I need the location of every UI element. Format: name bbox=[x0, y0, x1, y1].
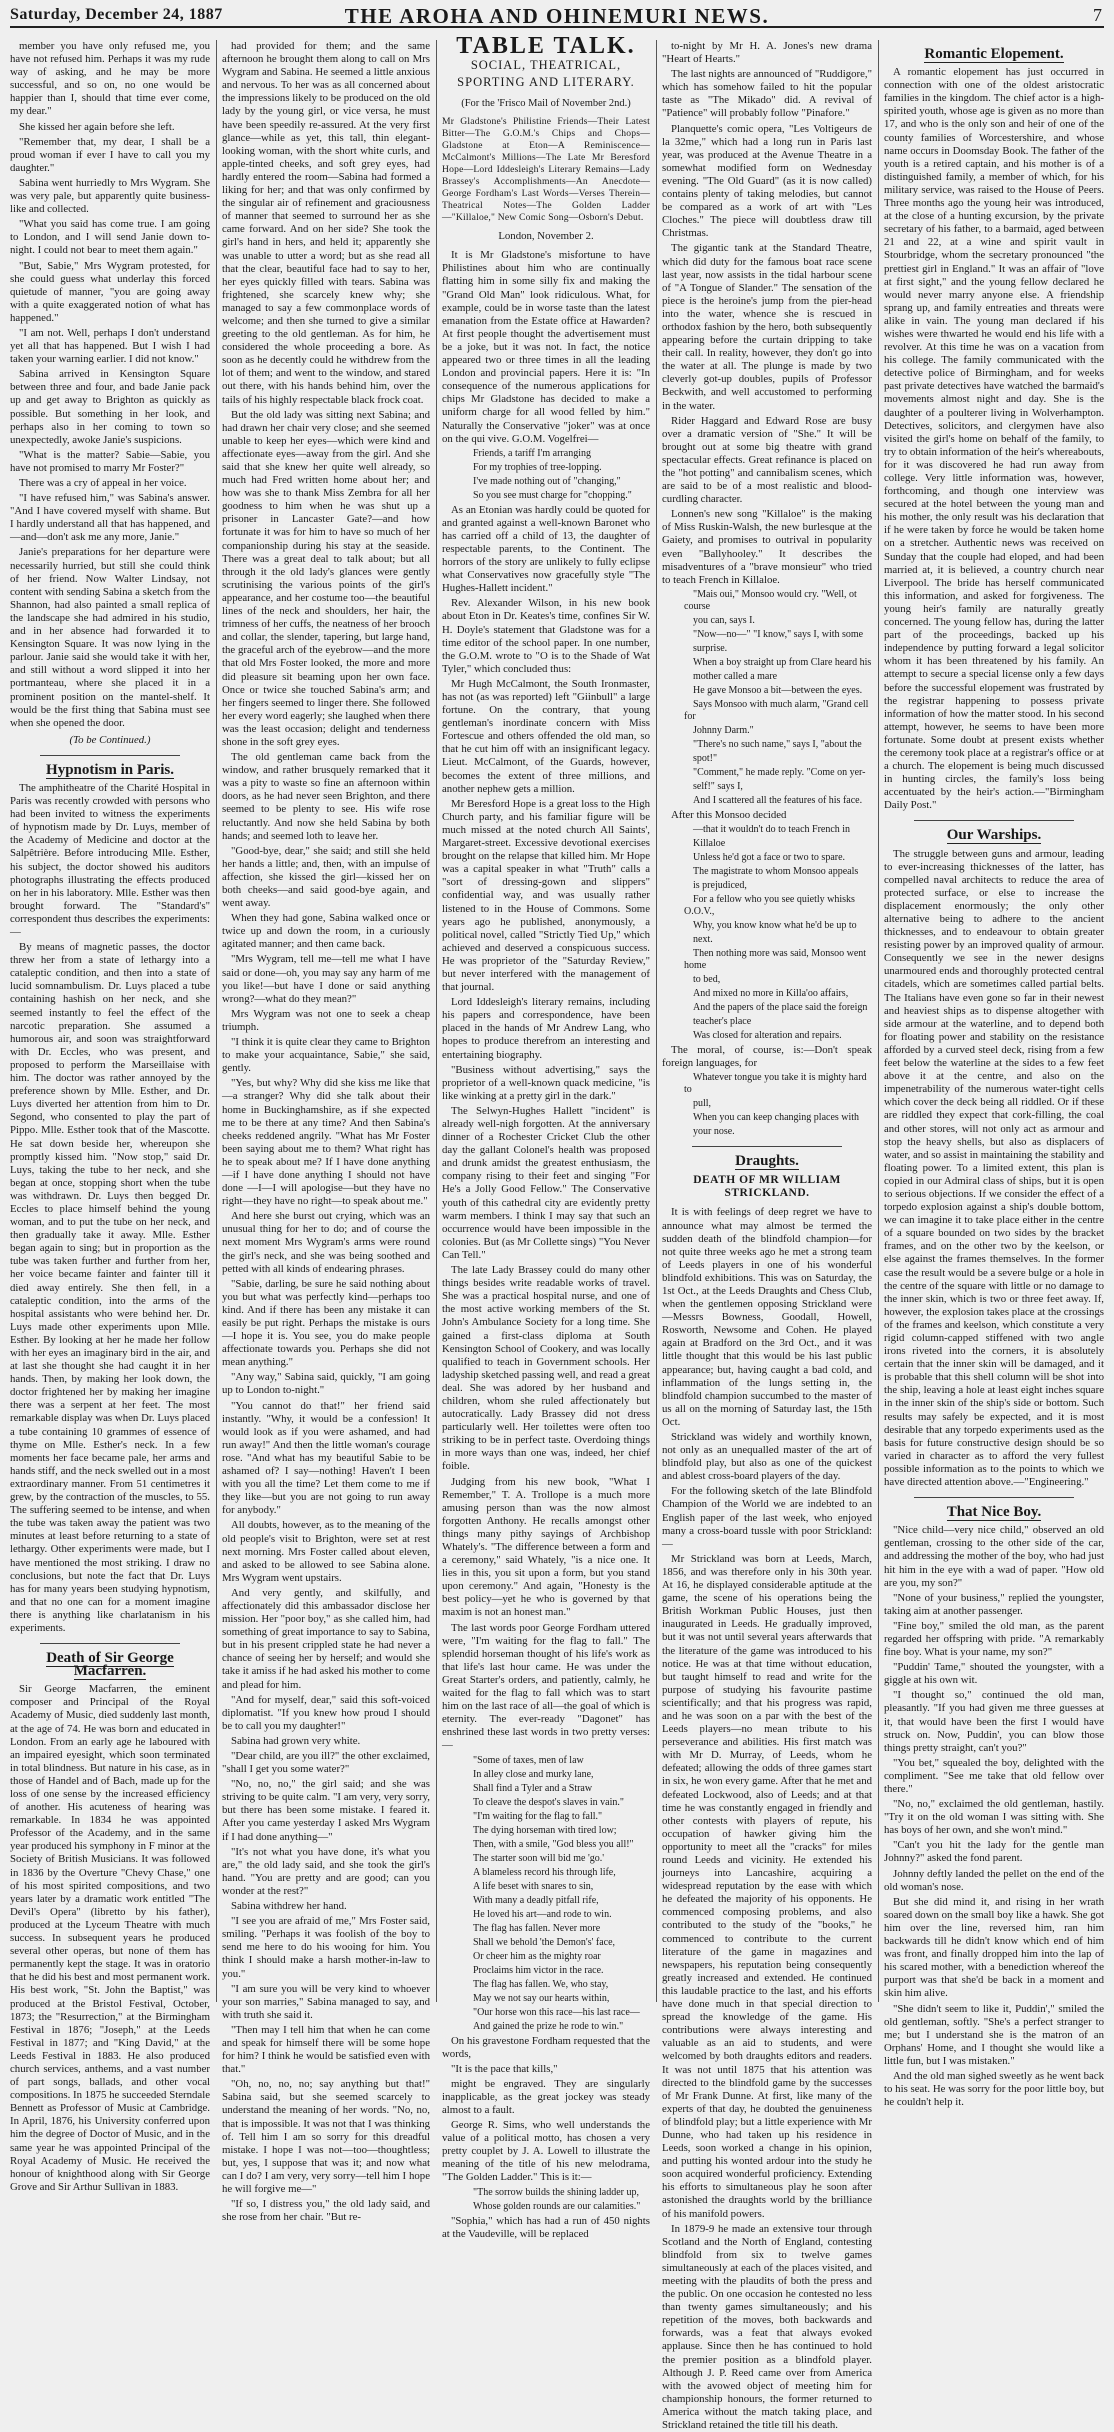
paragraph: "None of your business," replied the youngster, taking aim at another passenger. bbox=[884, 1591, 1104, 1617]
paragraph: "Any way," Sabina said, quickly, "I am going up to London to-night." bbox=[222, 1371, 430, 1397]
verse-line: "Now—no—" "I know," says I, with some bbox=[693, 628, 864, 640]
paragraph: Rev. Alexander Wilson, in his new book about Eton in Dr. Keates's time, confines Sir W. H. Doyle's statement that Gladstone was for a time editor of the school paper. In one number, the G.O.M. wrote to "O is to the Shade of Wat Tyler," which concluded thus: bbox=[442, 597, 650, 675]
verse-line: The flag has fallen. Never more bbox=[473, 1922, 601, 1934]
paragraph: And the old man sighed sweetly as he went back to his seat. He was sorry for the poor little boy, but he couldn't help it. bbox=[884, 2069, 1104, 2109]
article-subheading-strickland: DEATH OF MR WILLIAM STRICKLAND. bbox=[693, 1174, 841, 1200]
verse-line: your nose. bbox=[693, 1126, 735, 1138]
paragraph: "You cannot do that!" her friend said instantly. "Why, it would be a confession! It would look as if you were ashamed, and had run away!" And then the little woman's courage rose. "And what has my beautiful Sabie to be ashamed of? I say—nothing! Haven't I been with you all the time? Let them come to me if they like—but you are not going to run away for anybody." bbox=[222, 1399, 430, 1517]
paragraph: "Then may I tell him that when he can come and speak for himself there will be some hope for him? I think he would be satisfied even with that." bbox=[222, 2023, 430, 2076]
paragraph: "And for myself, dear," said this soft-voiced diplomatist. "If you knew how proud I should be to call you my daughter!" bbox=[222, 1693, 430, 1732]
verse-line: Was closed for alteration and repairs. bbox=[693, 1029, 842, 1041]
paragraph: Johnny deftly landed the pellet on the end of the old woman's nose. bbox=[884, 1867, 1104, 1893]
verse-line: The starter soon will bid me 'go.' bbox=[473, 1852, 605, 1864]
verse-chips bbox=[442, 448, 650, 502]
paragraph: All doubts, however, as to the meaning of the old people's visit to Brighton, were set at rest next morning. Mrs Foster called about eleven, and asked to be allowed to see Sabina alone. Mrs Wygram went upstairs. bbox=[222, 1519, 430, 1584]
table-talk-moral bbox=[662, 1044, 872, 1070]
paragraph: "What is the matter? Sabie—Sabie, you have not promised to marry Mr Foster?" bbox=[10, 448, 210, 474]
paragraph: After this Monsoo decided bbox=[671, 808, 787, 821]
paragraph: "But, Sabie," Mrs Wygram protested, for she could guess what underlay this forced quietude of manner, "you are going away with a quite exaggerated notion of what has happened." bbox=[10, 259, 210, 324]
paragraph: The last words poor George Fordham uttered were, "I'm waiting for the flag to fall." The splendid horseman thought of his life's work as that life's last hour came. He was under the Great Starter's orders, and patiently, calmly, he waited for the flag to fall which was to start him on the last race of all—the goal of which is eternity. The ever-ready "Dagonet" has enshrined these last words in two pretty verses:— bbox=[442, 1621, 650, 1752]
paragraph: Lord Iddesleigh's literary remains, including his papers and correspondence, have been placed in the hands of Mr Andrew Lang, who hopes to produce therefrom an interesting and entertaining biography. bbox=[442, 996, 650, 1061]
verse-line: "Comment," he made reply. "Come on yer- bbox=[693, 766, 866, 778]
paragraph: When they had gone, Sabina walked once or twice up and down the room, in a curiously agitated manner; and then came back. bbox=[222, 912, 430, 951]
paragraph: There was a cry of appeal in her voice. bbox=[19, 477, 187, 489]
paragraph: might be engraved. They are singularly inapplicable, as the great jockey was steady almost to a fault. bbox=[442, 2077, 650, 2116]
paragraph: But the old lady was sitting next Sabina; and had drawn her chair very close; and she seemed unable to keep her eyes—which were kind and affectionate eyes—away from the girl. And she said that she knew her quite well already, so much had Fred written home about her; and how was she to thank Miss Zembra for all her goodness to him when he was shut up a prisoner in Lancaster Gate?—and how fortunate it was for him to have so much of her companionship during his stay at the seaside. There was a great deal to talk about; but all through it the old lady's glances were gently scrutinising the various points of the girl's appearance, and her costume too—the beautiful lines of the neck and shoulders, her hair, the trimness of her cuffs, the neatness of her brooch and collar, the slender, tapering, but large hand, the graceful arch of the eyebrow—and the more that old Mrs Foster looked, the more and more did pleasure sit beaming upon her own face. Once or twice she touched Sabina's arm; and her fingers seemed to linger there. She followed her every word eagerly; she laughed when there was the least occasion; delight and tenderness shone in the soft grey eyes. bbox=[222, 408, 430, 748]
verse-line: For a fellow who you see quietly whisks O.O.V., bbox=[684, 893, 855, 917]
article-body-draughts bbox=[662, 1206, 872, 2432]
article-source: (For the 'Frisco Mail of November 2nd.) bbox=[461, 98, 631, 110]
verse-line: So you see must charge for "chopping." bbox=[473, 489, 632, 501]
verse-line: mother called a mare bbox=[693, 670, 778, 682]
paragraph: Janie's preparations for her departure were necessarily hurried, but still she could think of her friend. Now Walter Lindsay, not content with sending Sabina a sketch from the Shannon, had also painted a small replica of the landscape she had admired in his studio, and in her absence had forwarded it to Kensington Square. It was now lying in the parlour. Janie said she would take it with her, and still without a word slipped it into her portmanteau, where she placed it in a prominent position on the mantel-shelf. It would be the first thing that Sabina must see when she opened the door. bbox=[10, 546, 210, 729]
verse-line: to bed, bbox=[693, 973, 721, 985]
paragraph: "You bet," squealed the boy, delighted with the compliment. "See me take that old fellow over there." bbox=[884, 1756, 1104, 1795]
divider bbox=[914, 1497, 1074, 1498]
verse-line: you can, says I. bbox=[693, 614, 755, 626]
column-4 bbox=[662, 40, 872, 2432]
paragraph: "I have refused him," was Sabina's answer. "And I have covered myself with shame. But I hardly understand all that has happened, and—and—don't ask me any more, Janie." bbox=[10, 492, 210, 544]
verse-line: Whose golden rounds are our calamities." bbox=[473, 2200, 641, 2212]
paragraph: Planquette's comic opera, "Les Voltigeurs de la 32me," which had a long run in Paris last year, was produced at the Avenue Theatre in a somewhat modified form on Wednesday evening. "The Old Guard" (as it is now called) contains plenty of taking melodies, but cannot be compared as a work of art with "Les Cloches." The piece will doubtless draw till Christmas. bbox=[662, 122, 872, 240]
verse-killaloe-3 bbox=[662, 1072, 872, 1138]
verse-line: "Some of taxes, men of law bbox=[473, 1754, 584, 1766]
paragraph: Lonnen's new song "Killaloe" is the making of Miss Ruskin-Walsh, the new burlesque at the Gaiety, and promises to outrival in popularity even "Ballyhooley." It describes the misadventures of a "brave monsieur" who tried to teach French in Killaloe. bbox=[662, 508, 872, 586]
table-talk-body-c bbox=[442, 2035, 650, 2185]
verse-line: spot!" bbox=[693, 752, 718, 764]
verse-line: To cleave the despot's slaves in vain." bbox=[473, 1796, 624, 1808]
paragraph: The amphitheatre of the Charité Hospital in Paris was recently crowded with persons who had been invited to witness the experiments of hypnotism made by Dr. Luys, member of the Academy of Medicine and doctor at the Salpêtrière. Before introducing Mlle. Esther, his subject, the doctor showed his auditors photographs illustrating the effects produced on her in his laboratory. Mlle. Esther was then brought forward. The "Standard's" correspondent thus describes the experiments:— bbox=[10, 781, 210, 938]
paragraph: As an Etonian was hardly could be quoted for and granted against a well-known Baronet who has carried off a child of 13, the daughter of respectable parents, to the Continent. The horrors of the story are unlikely to fully eclipse what Conservatives now gracefully style "The Hughes-Hallett incident." bbox=[442, 503, 650, 595]
paragraph: Sabina withdrew her hand. bbox=[231, 1900, 347, 1913]
paragraph: It is with feelings of deep regret we have to announce what may almost be termed the sudden death of the blindfold champion—for not quite three weeks ago he met a strong team of Leeds players in one of his wonderful blindfold exhibitions. This was on Saturday, the 1st Oct., at the Leeds Draughts and Chess Club, when the gentlemen opposing Strickland were—Messrs Bowness, Goodall, Howell, Rosworth, Newsome and Cohen. He played again at Bradford on the 3rd Oct., and it was little thought that this would be his last public appearance; but, having caught a bad cold, and inflammation of the lungs setting in, the blindfold champion succumbed to the master of us all on the morning of Saturday last, the 15th Oct. bbox=[662, 1206, 872, 1428]
verse-line: The dying horseman with tired low; bbox=[473, 1824, 617, 1836]
paragraph: By means of magnetic passes, the doctor threw her from a state of lethargy into a cataleptic condition, and then into a state of lucid somnambulism. Dr. Luys placed a tube containing hashish on her neck, and she seemed instantly to feel the effect of the narcotic preparation. She assumed a humorous air, and soon was straightforward with Dr. Eccles, who was present, and proposed to perform the Marseillaise with him. The doctor was rather annoyed by the preference shown by Mlle. Esther, and Dr. Luys diverted her attention from him to Dr. Segond, who consented to play the part of Pippo. Mlle. Esther took that of the Mascotte. He sat down beside her, whereupon she promptly kissed him. "Now stop," said Dr. Luys, taking the tube to her neck, and she began at once, stopping short when the tube was withdrawn. Dr. Luys then begged Dr. Eccles to place himself behind the young woman, and to put the tube on her neck, and then gradually take it away. Mlle. Esther began again to sing; but in proportion as the tube was taken further and further from her, her voice became fainter and fainter till it died away entirely. She then fell, in a cataleptic condition, into the arms of the hospital assistants who were behind her. Dr. Luys made other experiments upon Mlle. Esther. By looking at her he made her follow with her eyes an imaginary bird in the air, and at last she thought she had caught it in her hands. Then, by making her look down, the doctor frightened her by making her imagine there was a serpent at her feet. The most remarkable display was when Dr. Luys placed a tube containing 10 grammes of essence of thyme on Mlle. Esther's neck. In a few moments her face became pale, her arms and hands stiff, and the neck swelled out in a most extraordinary manner. From 51 centimetres it grew, by the contraction of the muscles, to 55. The suffering seemed to be intense, and when the tube was taken away the patient was two minutes at least before returning to a state of lethargy. Other experiments were made, but I have mentioned the most striking. I draw no conclusions, but note the fact that Dr. Luys has for many years been studying hypnotism, and that no one can for a moment imagine there is anything like charlatanism in his experiments. bbox=[10, 941, 210, 1634]
paragraph: In 1879-9 he made an extensive tour through Scotland and the North of England, contesting blindfold from six to twelve games simultaneously at each of the places visited, and meeting with the plaudits of both the press and the public. On one occasion he contested no less than twenty games simultaneously; and his repetition of the moves, both backwards and forwards, was a feat that always evoked applause. Since then he has continued to hold the premier position as a blindfold player. Although J. P. Reed came over from America with the avowed object of meeting him for championship honours, the former returned to America without the match taking place, and Strickland retained the title till his death. bbox=[662, 2222, 872, 2432]
paragraph: A romantic elopement has just occurred in connection with one of the oldest aristocratic families in the kingdom. The chief actor is a high-spirited youth, whose age is given as no more than 17, and who is the only son and heir of one of the county families of Worcestershire, and whose name occurs in Doomsday Book. The father of the youth is a retired captain, and his mother is of a distinguished family, a member of which, for his military service, was raised to the House of Peers. Three months ago the young heir was introduced, at the close of a hunting excursion, by the private secretary of his father, to a barmaid, aged between 21 and 22, at a wine and spirit vault in Stourbridge, whom the secretary pronounced "the prettiest girl in England." It was an affair of "love at first sight," and the young fellow declared he would never marry anyone else. A friendship sprang up, and family entreaties and threats were alike in vain. The young man declared if his wishes were thwarted he would end his life with a revolver. At this time he was on a vacation from his college. The family communicated with the detective police of Birmingham, and for weeks past private detectives have watched the barmaid's movements almost night and day. She is the daughter of a poulterer living in Wolverhampton. Detectives, solicitors, and clergymen have also visited the girl's home on behalf of the family, to try to obtain information of the heir's whereabouts, for it was discovered he had run away from college. Very little information was, however, forthcoming, and though one interview was secured at the hotel between the young man and his mother, the only result was his declaration that if he were taken by force he would be taken home on a stretcher. Authentic news was received on Sunday that the couple had eloped, and had been married at, it is believed, a country church near Liverpool. The bride has herself communicated this information, and asked for forgiveness. The young heir's family are naturally greatly concerned. The young fellow has, during the latter part of the proceedings, backed up his independence by putting forward a legal solicitor whom it has been threatened by his family. An attempt to secure a special license only a few days before the successful elopement was frustrated by the registrar happening to possess private information of how the matter stood. In his second attempt, however, he seems to have been more fortunate. Some doubt at present exists whether the ceremony took place at a registrar's office or at a church. The elopement is being much discussed in hunting circles, the family's loss being accentuated by the heir's action.—"Birmingham Daily Post." bbox=[884, 66, 1104, 812]
paragraph: Mr Hugh McCalmont, the South Ironmaster, has not (as was reported) left "Giinbull" a large fortune. On the contrary, that young gentleman's inordinate concern with Miss Fortescue and others offended the old man, so that he cut him off with an insignificant legacy. Lieut. McCalmont, of the Guards, however, becomes the extent of three millions, and another nephew gets a million. bbox=[442, 677, 650, 795]
paragraph: had provided for them; and the same afternoon he brought them along to call on Mrs Wygram and Sabina. He seemed a little anxious and nervous. To her was as all concerned about the impressions likely to be produced on the old lady by the young girl, or vice versa, he must have been speedily re-assured. At the very first glance—while as yet, this tall, thin elegant-looking woman, with the short white curls, and apple-tinted cheeks, and soft grey eyes, had hardly entered the room—Sabina had formed a liking for her; and that was only confirmed by the singular air of refinement and graciousness of manner that seemed to surround her as she came forward. And on her side? She took the girl's hand in hers, and held it; apparently she was unable to utter a word; but as she read all that the clear, beautiful face had to say to her, her eyes quickly filled with tears. Sabina was frightened, she scarcely knew why; she managed to say a few commonplace words of welcome; and then she turned to give a similar greeting to the old gentleman. As for him, he considered the whole proceeding a bore. As soon as he decently could he withdrew from the lot of them; and went to the window, and stared out there, with his hands behind him, over the tails of his highly respectable black frock coat. bbox=[222, 40, 430, 406]
table-talk-body-d bbox=[442, 2215, 650, 2241]
verse-line: The flag has fallen. We, who stay, bbox=[473, 1978, 609, 1990]
paragraph: "It is the pace that kills," bbox=[451, 2062, 558, 2075]
paragraph: Rider Haggard and Edward Rose are busy over a dramatic version of "She." It will be brought out at some big theatre with grand spectacular effects. Great refinance is placed on the "hot potting" and cannibalism scenes, which are said to be of a most realistic and blood-curdling character. bbox=[662, 414, 872, 506]
verse-line: A blameless record his through life, bbox=[473, 1866, 616, 1878]
verse-line: And gained the prize he rode to win." bbox=[473, 2020, 624, 2032]
verse-line: surprise. bbox=[693, 642, 728, 654]
verse-fordham bbox=[442, 1755, 650, 2033]
paragraph: "I am not. Well, perhaps I don't understand yet all that has happened. But I wish I had taken your warning earlier. I did not know." bbox=[10, 326, 210, 366]
verse-line: The magistrate to whom Monsoo appeals bbox=[693, 865, 859, 877]
verse-line: teacher's place bbox=[693, 1015, 752, 1027]
verse-line: "Mais oui," Monsoo would cry. "Well, ot course bbox=[684, 588, 857, 612]
paragraph: member you have only refused me, you have not refused him. Perhaps it was my rude way of asking, and he may be more successful, and so on, no one would be happier than I, should that time ever come, my dear." bbox=[10, 40, 210, 118]
paragraph: George R. Sims, who well understands the value of a political motto, has chosen a very pretty couplet by J. A. Lowell to illustrate the meaning of the title of his new melodrama, "The Golden Ladder." This is it:— bbox=[442, 2119, 650, 2184]
to-be-continued: (To be Continued.) bbox=[69, 733, 151, 746]
verse-line: And the papers of the place said the foreign bbox=[693, 1001, 868, 1013]
serial-story-body bbox=[222, 40, 430, 2224]
table-talk-body-b bbox=[442, 504, 650, 1753]
verse-line: Shall find a Tyler and a Straw bbox=[473, 1782, 593, 1794]
verse-line: He gave Monsoo a bit—between the eyes. bbox=[693, 684, 863, 696]
paragraph: The old gentleman came back from the window, and rather brusquely remarked that it was a pity to waste so fine an afternoon within doors, as he had never seen Brighton, and there seemed to be plenty to see. His wife rose reluctantly. And now she held Sabina by both hands; and seemed loth to leave her. bbox=[222, 751, 430, 842]
paragraph: "Mrs Wygram, tell me—tell me what I have said or done—oh, you may say any harm of me you like!—but have I done or said anything wrong?—what do they mean?" bbox=[222, 953, 430, 1005]
divider bbox=[40, 1643, 180, 1644]
paragraph: "Can't you hit the lady for the gentle man Johnny?" asked the fond parent. bbox=[884, 1839, 1104, 1865]
verse-line: "There's no such name," says I, "about the bbox=[693, 738, 862, 750]
paragraph: "I see you are afraid of me," Mrs Foster said, smiling. "Perhaps it was foolish of the boy to send me here to do his wooing for him. You think I should make a harsh mother-in-law to you." bbox=[222, 1915, 430, 1980]
page-number: 7 bbox=[1093, 5, 1102, 25]
paragraph: "I thought so," continued the old man, pleasantly. "If you had given me three guesses at it, that would have been the first I would have struck on. Now, Puddin', you can blow those things pretty straight, can't you?" bbox=[884, 1689, 1104, 1754]
table-talk-continued bbox=[662, 40, 872, 587]
article-heading-hypnotism: Hypnotism in Paris. bbox=[46, 761, 174, 778]
paragraph: "She didn't seem to like it, Puddin'," smiled the old gentleman, softly. "She's a perfect stranger to me; but I understand she is the matron of an Orphans' Home, and I thought she would like a little fun, but I was mistaken." bbox=[884, 2002, 1104, 2067]
article-synopsis: Mr Gladstone's Philistine Friends—Their Latest Bitter—The G.O.M.'s Chips and Chops—Gladstone at Eton—A Reminiscence—McCalmont's Millions—The Late Mr Beresford Hope—Lord Iddesleigh's Literary Remains—Lady Brassey's Accomplishments—An Anecdote—George Fordham's Last Words—Verses Therein—Theatrical Notes—The Golden Ladder—"Killaloe," New Comic Song—Osborn's Debut. bbox=[442, 116, 650, 224]
dateline: London, November 2. bbox=[498, 230, 594, 243]
paragraph: She kissed her again before she left. bbox=[19, 120, 175, 133]
verse-line: Why, you know know what he'd be up to bbox=[693, 919, 857, 931]
article-heading-warships: Our Warships. bbox=[946, 827, 1042, 844]
paragraph: "Nice child—very nice child," observed an old gentleman, crossing to the other side of the car, and addressing the mother of the boy, who had just hit him in the eye with a wad of paper. "How old are you, my son?" bbox=[884, 1524, 1104, 1589]
verse-line: May we not say our hearts within, bbox=[473, 1992, 610, 2004]
paragraph: "What you said has come true. I am going to London, and I will send Janie down to-night. I could not bear to meet them again." bbox=[10, 218, 210, 257]
verse-line: Then nothing more was said, Monsoo went home bbox=[684, 947, 867, 971]
verse-line: Then, with a smile, "God bless you all!" bbox=[473, 1838, 634, 1850]
issue-date: Saturday, December 24, 1887 bbox=[10, 6, 223, 23]
column-1 bbox=[10, 40, 210, 2193]
paragraph: "Sophia," which has had a run of 450 nights at the Vaudeville, will be replaced bbox=[442, 2214, 650, 2240]
verse-golden-ladder bbox=[442, 2187, 650, 2213]
paragraph: For the following sketch of the late Blindfold Champion of the World we are indebted to an English paper of the last week, who enjoyed many a cross-board tussle with poor Strickland:— bbox=[662, 1485, 872, 1550]
verse-line: "Our horse won this race—his last race— bbox=[473, 2006, 640, 2018]
column-rule bbox=[656, 40, 657, 2002]
article-body-nice-boy bbox=[884, 1524, 1104, 2109]
paragraph: "I think it is quite clear they came to Brighton to make your acquaintance, Sabie," she said, gently. bbox=[222, 1036, 430, 1075]
paragraph: The late Lady Brassey could do many other things besides write readable works of travel. She was a practical hospital nurse, and one of the most active working members of the St. John's Ambulance Society for a long time. She gained a first-class diploma at South Kensington School of Cookery, and was locally qualified to teach in Government schools. Her ladyship sketched passing well, and read a great deal. She was adored by her husband and children, whom she ruled affectionately but autocratically. Lady Brassey did not dress particularly well. Her toilettes were often too striking to be in perfect taste. Overdoing things in more ways than one was, indeed, her chief foible. bbox=[442, 1264, 650, 1473]
paragraph: "Remember that, my dear, I shall be a proud woman if ever I have to call you my daughter." bbox=[10, 135, 210, 174]
table-talk-body bbox=[662, 809, 872, 822]
paragraph: "It's not what you have done, it's what you are," the old lady said, and she took the girl's hand. "You are pretty and are good; can you wonder at the rest?" bbox=[222, 1845, 430, 1897]
table-talk-body-a bbox=[442, 249, 650, 445]
paragraph: But she did mind it, and rising in her wrath soared down on the small boy like a hawk. She got him over the line, reversed him, ran him backwards till he didn't know which end of him was front, and finally dropped him into the lap of his scared mother, with a benediction whereof the purport was that she'd be back in a moment and skin him alive. bbox=[884, 1895, 1104, 2000]
paragraph: Sabina arrived in Kensington Square between three and four, and bade Janie pack up and get away to Brighton as quickly as possible. But something in her look, and perhaps also in her coming to town so unexpectedly, awoke Janie's suspicions. bbox=[10, 368, 210, 446]
paragraph: The Selwyn-Hughes Hallett "incident" is already well-nigh forgotten. At the anniversary dinner of a Rochester Cricket Club the other day the gallant Colonel's health was proposed and drunk amidst the greatest enthusiasm, the company rising to their feet and singing "For He's a Jolly Good Fellow." The Conservative youth of this cathedral city are evidently pretty warm members. I think I may say that such an occurrence would have been impossible in the colonies. But (as Mr Collette sings) "You Never Can Tell." bbox=[442, 1104, 650, 1261]
newspaper-title: THE AROHA AND OHINEMURI NEWS. bbox=[344, 4, 770, 28]
paragraph: "Sabie, darling, be sure he said nothing about you but what was perfectly kind—perhaps too kind. And if there has been any mistake it can easily be put right. Perhaps the mistake is ours—I hope it is. You see, you do make people affectionate towards you. Perhaps she did not mean anything." bbox=[222, 1277, 430, 1369]
paragraph: Strickland was widely and worthily known, not only as an unequalled master of the art of blindfold play, but also as one of the quickest and ablest cross-board players of the day. bbox=[662, 1431, 872, 1483]
column-rule bbox=[878, 40, 879, 2002]
article-heading-draughts: Draughts. bbox=[735, 1153, 799, 1170]
article-body-hypnotism bbox=[10, 782, 210, 1635]
paragraph: to-night by Mr H. A. Jones's new drama "Heart of Hearts." bbox=[662, 40, 872, 66]
paragraph: Mrs Wygram was not one to seek a cheap triumph. bbox=[222, 1007, 430, 1033]
verse-line: is prejudiced, bbox=[693, 879, 747, 891]
verse-line: And I scattered all the features of his face. bbox=[693, 794, 863, 806]
verse-line: When you can keep changing places with bbox=[693, 1112, 860, 1124]
paragraph: Judging from his new book, "What I Remember," T. A. Trollope is a much more amusing person than was the now almost forgotten Anthony. He recalls amongst other things many pithy sayings of Archbishop Whately's. "The difference between a form and a ceremony," said Whately, "is a nice one. It lies in this, you sit upon a form, but you stand upon ceremony." And again, "Honesty is the best policy—yet he who is governed by that maxim is not an honest man." bbox=[442, 1475, 650, 1619]
paragraph: "Fine boy," smiled the old man, as the parent regarded her offspring with pride. "A remarkably fine boy. What is your name, my son?" bbox=[884, 1619, 1104, 1659]
paragraph: "Yes, but why? Why did she kiss me like that—a stranger? Why did she talk about their home in Buckinghamshire, as if she expected me to be there at any time? And then Sabina's cheeks reddened angrily. "What has Mr Foster been saying about me to them? What right has he to speak about me? If I have done anything—if I have done anything I should not have done —I—I will apologise—but they have no right—they have no right—to speak about me." bbox=[222, 1077, 430, 1208]
verse-line: A life beset with snares to sin, bbox=[473, 1880, 594, 1892]
paragraph: "Business without advertising," says the proprietor of a well-known quack medicine, "is like winking at a pretty girl in the dark." bbox=[442, 1063, 650, 1102]
paragraph: Sir George Macfarren, the eminent composer and Principal of the Royal Academy of Music, died suddenly last month, at the age of 74. He was born and educated in London. From an early age he laboured with an impaired eyesight, which soon terminated in total blindness. But nature in his case, as in those of Handel and of Bach, made up for the loss of one sense by the increased efficiency of another. His acuteness of hearing was remarkable. In 1834 he was appointed Professor of the Academy, and in the same year produced his symphony in F minor at the Society of British Musicians. It was followed in 1836 by the Overture "Chevy Chase," one of his most spirited compositions, and two years later by a dramatic work entitled "The Devil's Opera" (libretto by his father), produced at the Lyceum Theatre with much success. In subsequent years he produced several other operas, but none of them has permanently kept the stage. It was in oratorio that he did his best and most permanent work. His best work, "St. John the Baptist," was produced at the Bristol Festival, October, 1873; the "Resurrection," at the Birmingham Festival in 1876; "Joseph," at the Leeds Festival in 1877; and "King David," at the Leeds Festival in 1883. He also produced church services, anthems, and a vast number of part songs, ballads, and other vocal compositions. In 1875 he succeeded Sterndale Bennett as Professor of Music at Cambridge. In April, 1876, his University conferred upon him the degree of Doctor of Music, and in the same year he was appointed Principal of the Royal Academy of Music. He received the honour of knighthood along with Sir George Grove and Sir Arthur Sullivan in 1883. bbox=[10, 1683, 210, 2193]
verse-line: Unless he'd got a face or two to spare. bbox=[693, 851, 846, 863]
verse-line: In alley close and murky lane, bbox=[473, 1768, 594, 1780]
divider bbox=[40, 755, 180, 756]
verse-line: For my trophies of tree-lopping. bbox=[473, 461, 602, 473]
verse-line: next. bbox=[693, 933, 713, 945]
paragraph: It is Mr Gladstone's misfortune to have Philistines about him who are continually flatting him in some silly fix and making the "Grand Old Man" look ridiculous. What, for example, could be in worse taste than the latest emanation from the Estate office at Hawarden? At first people thought the advertisement must be a joke, but it was not. In fact, the notice appeared two or three times in all the leading London and provincial papers. Here it is: "In consequence of the numerous applications for chips Mr Gladstone has decided to make a uniform charge for all wood felled by him." Naturally the Conservative "joker" was at once on the qui vive. G.O.M. Vogelfrei— bbox=[442, 249, 650, 445]
paragraph: And here she burst out crying, which was an unusual thing for her to do; and of course the next moment Mrs Wygram's arms were round the girl's neck, and she was being soothed and petted with all kinds of endearing phrases. bbox=[222, 1210, 430, 1275]
verse-line: I've made nothing out of "changing," bbox=[473, 475, 621, 487]
paragraph: The gigantic tank at the Standard Theatre, which did duty for the famous boat race scene last year, now assists in the tidal harbour scene of "A Tongue of Slander." The sensation of the piece is the heroine's jump from the pier-head into the water, whence she is rescued in orthodox fashion by the hero, both subsequently appearing before the curtain dripping to take their call. In reality, however, they don't go into the water at all. The plunge is made by two cleverly got-up doubles, pupils of Professor Beckwith, and well accustomed to performing in the water. bbox=[662, 242, 872, 412]
verse-line: And mixed no more in Killa'oo affairs, bbox=[693, 987, 849, 999]
verse-line: Proclaims him victor in the race. bbox=[473, 1964, 604, 1976]
verse-line: Friends, a tariff I'm arranging bbox=[473, 447, 591, 459]
paragraph: "If so, I distress you," the old lady said, and she rose from her chair. "But re- bbox=[222, 2198, 430, 2224]
paragraph: The last nights are announced of "Ruddigore," which has somehow failed to hit the popular taste as "The Mikado" did. A revival of "Patience" will probably follow "Pinafore." bbox=[662, 68, 872, 120]
verse-line: He loved his art—and rode to win. bbox=[473, 1908, 612, 1920]
verse-killaloe-2 bbox=[662, 824, 872, 1042]
verse-line: Johnny Darm." bbox=[693, 724, 754, 736]
verse-line: Shall we behold 'the Demon's' face, bbox=[473, 1936, 616, 1948]
masthead bbox=[10, 4, 1104, 28]
column-2 bbox=[222, 40, 430, 2224]
divider bbox=[914, 820, 1074, 821]
verse-line: Whatever tongue you take it is mighty hard to bbox=[684, 1072, 867, 1096]
paragraph: "I am sure you will be very kind to whoever your son marries," Sabina managed to say, and with truth she said it. bbox=[222, 1982, 430, 2021]
table-talk-subtitle: SOCIAL, THEATRICAL, SPORTING AND LITERARY. bbox=[457, 58, 635, 90]
paragraph: The struggle between guns and armour, leading to ever-increasing thicknesses of the latter, has compelled naval architects to reduce the area of protected surface, or else to increase the displacement enormously; the only other alternative being to adhere to the ancient thicknesses, and to endeavour to obtain greater resisting power by an improved quality of armour. Consequently we see in the newer designs unarmoured ends and thoroughly protected central citadels, which are sometimes called partial belts. The Italians have even gone so far in their newest and heaviest ships as to dispense altogether with side armour at the waterline, and to depend both for floating power and stability on the resistance afforded by a curved steel deck, rising from a few feet below the waterline at the sides to a few feet above it at the centre, and also on the impenetrability of the numerous water-tight cells which cover the deck being all riddled. Or if these are riddled they expect that cork-filling, the coal and other stores, will not only act as armour and stop the heavy shells, but also as displacers of water, and so assist in maintaining the stability and floating power. To a limited extent, this plan is copied in our Admiral class of ships, but it is open to serious objections. If we consider the effect of a torpedo explosion against a ship's double bottom, we can imagine it to take place either in the centre of a square bounded on two sides by the bracket frames, and on the other two by the keelson, or else against the frames themselves. In the former case the result would be a severe bulge or a hole in the centre of the square with little or no damage to the inner skin, which is two or three feet away. If, however, the explosion takes place at the crossings of the frames and keelson, which constitute a very rigid column-capped stiffened with two angle irons riveted into the corners, it is absolutely certain that the inner skin will be damaged, and it is probable that this shell column will be shot into the ship, leaving a hole at least eight inches square in the inner skin of the ship's side or bottom. Such results may safely be expected, and it is most desirable that any torpedo experiments used as the basis for future constructive design should be so varied in character as to afford the very fullest possible information as to the points to which we have directed attention above.—"Engineering." bbox=[884, 847, 1104, 1489]
article-body-macfarren bbox=[10, 1683, 210, 2194]
paragraph: "Dear child, are you ill?" the other exclaimed, "shall I get you some water?" bbox=[222, 1750, 430, 1776]
article-body-warships bbox=[884, 848, 1104, 1490]
paragraph: "No, no, no," the girl said; and she was striving to be quite calm. "I am very, very sorry, but there has been some mistake. I feared it. After you came yesterday I asked Mrs Wygram if I had done anything—" bbox=[222, 1778, 430, 1843]
verse-line: —that it wouldn't do to teach French in bbox=[693, 823, 851, 835]
verse-line: pull, bbox=[693, 1098, 712, 1110]
paragraph: Sabina had grown very white. bbox=[231, 1734, 361, 1747]
verse-line: Killaloe bbox=[693, 837, 726, 849]
paragraph: The moral, of course, is:—Don't speak foreign languages, for bbox=[662, 1043, 872, 1070]
verse-line: Or cheer him as the mighty roar bbox=[473, 1950, 601, 1962]
paragraph: Mr Beresford Hope is a great loss to the High Church party, and his familiar figure will be much missed at the noted church All Saints', Margaret-street. Excessive devotional exercises brought on the relapse that killed him. Mr Hope was a capital speaker in what "Truth" calls a "sort of dressing-gown and slippers" confidential way, and was usually rather listened to in the House of Commons. Some years ago he published, anonymously, a political novel, called "Strictly Tied Up," which achieved and deserved a conspicuous success. He was proprietor of the "Saturday Review," but never interfered with the management of that journal. bbox=[442, 797, 650, 994]
paragraph: And very gently, and skilfully, and affectionately did this ambassador disclose her mission. Her "poor boy," as she called him, had something of great importance to say to Sabina, but in his present crippled state he had never a chance of seeing her by herself; and would she take it amiss if he had asked his mother to come and plead for him. bbox=[222, 1586, 430, 1691]
paragraph: On his gravestone Fordham requested that the words, bbox=[442, 2034, 650, 2060]
paragraph: "Oh, no, no, no; say anything but that!" Sabina said, but she seemed scarcely to understand the meaning of her words. "No, no, that is impossible. It was not that I was thinking of. Tell him I am so sorry for this dreadful mistake. I hope I was not—too—thoughtless; but, yes, I suppose that was it; and now what can I do? I am very, very sorry—tell him I hope he will forgive me—" bbox=[222, 2078, 430, 2195]
article-body-elopement bbox=[884, 66, 1104, 812]
column-rule bbox=[436, 40, 437, 2002]
verse-line: With many a deadly pitfall rife, bbox=[473, 1894, 599, 1906]
divider bbox=[692, 1146, 842, 1147]
paragraph: "Puddin' Tame," shouted the youngster, with a giggle at his own wit. bbox=[884, 1661, 1104, 1687]
paragraph: "No, no," exclaimed the old gentleman, hastily. "Try it on the old woman I was sitting with. She has boys of her own, and she won't mind." bbox=[884, 1798, 1104, 1837]
table-talk-title: TABLE TALK. bbox=[456, 33, 636, 59]
serial-story-continuation bbox=[10, 40, 210, 730]
paragraph: Sabina went hurriedly to Mrs Wygram. She was very pale, but apparently quite business-like and collected. bbox=[10, 176, 210, 216]
verse-line: When a boy straight up from Clare heard his bbox=[693, 656, 872, 668]
verse-killaloe bbox=[662, 589, 872, 807]
verse-line: "The sorrow builds the shining ladder up, bbox=[473, 2186, 640, 2198]
article-heading-macfarren: Death of Sir George Macfarren. bbox=[46, 1650, 174, 1680]
column-rule bbox=[216, 40, 217, 2002]
article-heading-nice-boy: That Nice Boy. bbox=[946, 1504, 1042, 1521]
verse-line: self!" says I, bbox=[693, 780, 743, 792]
article-heading-elopement: Romantic Elopement. bbox=[924, 46, 1064, 62]
verse-line: Says Monsoo with much alarm, "Grand cell for bbox=[684, 698, 869, 722]
column-5 bbox=[884, 40, 1104, 2109]
paragraph: "Good-bye, dear," she said; and still she held her hands a little; and, then, with an impulse of affection, she kissed the girl—kissed her on both cheeks—and said good-bye again, and went away. bbox=[222, 844, 430, 910]
verse-line: "I'm waiting for the flag to fall." bbox=[473, 1810, 603, 1822]
column-3 bbox=[442, 33, 650, 2240]
paragraph: Mr Strickland was born at Leeds, March, 1856, and was therefore only in his 30th year. At 16, he displayed considerable aptitude at the game, the scene of his operations being the British Workman Public Houses, just then inaugurated in Leeds. He gradually improved, but it was not until several years afterwards that the literature of the game was introduced to his notice. He was at that time without education, but taught himself to read and write for the purpose of studying his favourite pastime scientifically; and that his progress was rapid, and he was soon on a par with the best of the Leeds players—no mean tribute to his perseverance and abilities. His first match was with Mr D. Murray, of Leeds, whom he defeated; allowing the odds of three games start in six, he won every game. After that he met and defeated Lockwood, also of Leeds; and at that time he was constantly engaged in friendly and other contests with players of repute, his occupation of hawker giving him the opportunity to meet all the "cracks" for miles round Leeds and vicinity. He extended his journeys into Lancashire, acquiring a widespread reputation by the ease with which he defeated the majority of his opponents. He commenced composing problems, and also contributed to the study of the "books," he commenced to contribute to the current literature of the game in magazines and newspapers, his reputation being consequently greatly increased and extended. He continued this laudable practice to the last, and his efforts have done much in that special direction to spread the knowledge of the game. His contributions were always interesting and valuable as an aid to students, and were welcomed by both draughts editors and readers. It was not until 1875 that his attention was directed to the blindfold game by the successes of Mr Frank Dunne. At first, like many of the experts of that day, he doubted the genuineness of blindfold play; but a little experience with Mr Dunne, who had taken up his residence in Leeds, soon worked a change in his opinion, and putting his wonted ardour into the study he soon acquired wonderful proficiency. Extending his efforts to simultaneous play he soon after astonished the draughts world by the brilliance of his manifold powers. bbox=[662, 1552, 872, 2220]
